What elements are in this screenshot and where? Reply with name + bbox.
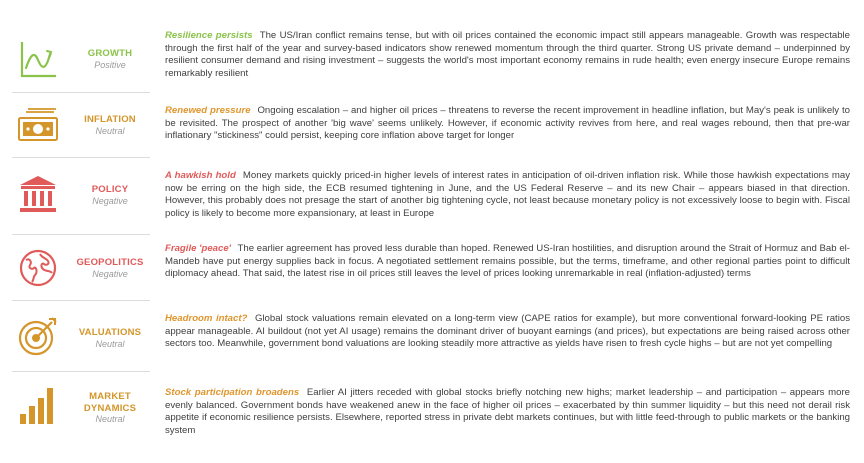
category-name: VALUATIONS: [78, 327, 142, 338]
headline: Headroom intact?: [165, 313, 248, 324]
category-status: Neutral: [95, 338, 125, 349]
divider: [12, 234, 150, 235]
divider: [12, 371, 150, 372]
headline: Renewed pressure: [165, 105, 251, 116]
body-text: Earlier AI jitters receded with global stocks briefly notching new highs; market leadership – and participation – appears more evenly balanced. Government bonds have weakened anew in the face of higher oil prices – exacerbated by thin summer liquidity – but this need not derail risk appetite if economic resilience persists. Elsewhere, reported stress in private debt markets continues, but with little feed-through to public markets or the banking system: [165, 387, 850, 436]
commentary-paragraph: [165, 105, 850, 143]
body-text: Global stock valuations remain elevated on a long-term view (CAPE ratios for example), but more conventional forward-looking PE ratios appear manageable. AI buildout (not yet AI usage) remains the dominant driver of buoyant earnings (and prices), but expectations are being raised across other sectors too. Meanwhile, government bond valuations are looking steadily more attractive as yields have risen to fresh cycle highs – but are not yet compelling: [165, 313, 850, 350]
category-name: MARKET DYNAMICS: [83, 391, 137, 414]
divider: [12, 92, 150, 93]
money-icon: [16, 104, 60, 148]
body-text: The US/Iran conflict remains tense, but with oil prices contained the economic impact still appears manageable. Growth was respectable through the first half of the year and survey-based indicators show renewed momentum through the third quarter. Strong US private demand – underpinned by resilient consumer demand and rising investment – suggests the world's most important economy remains in rude health; even energy insecure Europe remains remarkably resilient: [165, 30, 850, 79]
category-name: GROWTH: [87, 48, 133, 59]
category-status: Negative: [92, 195, 128, 206]
target-icon: [16, 314, 60, 358]
divider: [12, 157, 150, 158]
category-status: Negative: [92, 268, 128, 279]
body-text: Money markets quickly priced-in higher levels of interest rates in anticipation of oil-driven inflation risk. While those hawkish expectations may now be erring on the high side, the ECB resumed tightening in June, and the US Federal Reserve – and its new Chair – appears biased in that direction. However, this probably does not presage the start of another big tightening cycle, not least because monetary policy is not excessively loose to begin with. Fiscal policy is likely to become more expansionary, at least in Europe: [165, 170, 850, 219]
body-text: Ongoing escalation – and higher oil prices – threatens to reverse the recent improvement in headline inflation, but May's peak is unlikely to be revisited. The prospect of another 'big wave' seems unlikely. However, if economic activity revives from here, and real wages rebound, then that pre-war inflationary "stickiness" could persist, keeping core inflation above target for longer: [165, 105, 850, 142]
category-status: Neutral: [95, 125, 125, 136]
commentary-paragraph: [165, 170, 850, 220]
category-status: Positive: [94, 59, 126, 70]
category-status: Neutral: [95, 414, 125, 424]
category-name: INFLATION: [84, 114, 136, 125]
globe-icon: [16, 246, 60, 290]
headline: Fragile 'peace': [165, 243, 231, 254]
commentary-paragraph: [165, 243, 850, 281]
body-text: The earlier agreement has proved less durable than hoped. Renewed US-Iran hostilities, and disruption around the Strait of Hormuz and Bab el-Mandeb have put energy supplies back in focus. A negotiated settlement remains possible, but the terms, timeframe, and other regional parties point to difficult diplomacy ahead. That said, the latest rise in oil prices still leaves the level of prices looking unremarkable in real (inflation-adjusted) terms: [165, 243, 850, 280]
bank-icon: [16, 172, 60, 216]
commentary-paragraph: [165, 30, 850, 80]
headline: Stock participation broadens: [165, 387, 300, 398]
headline: Resilience persists: [165, 30, 253, 41]
line-chart-icon: [16, 38, 60, 82]
category-name: GEOPOLITICS: [76, 257, 144, 268]
headline: A hawkish hold: [165, 170, 236, 181]
category-name: POLICY: [91, 184, 129, 195]
commentary-paragraph: [165, 313, 850, 351]
bar-chart-icon: [16, 384, 60, 428]
commentary-paragraph: [165, 387, 850, 437]
divider: [12, 300, 150, 301]
